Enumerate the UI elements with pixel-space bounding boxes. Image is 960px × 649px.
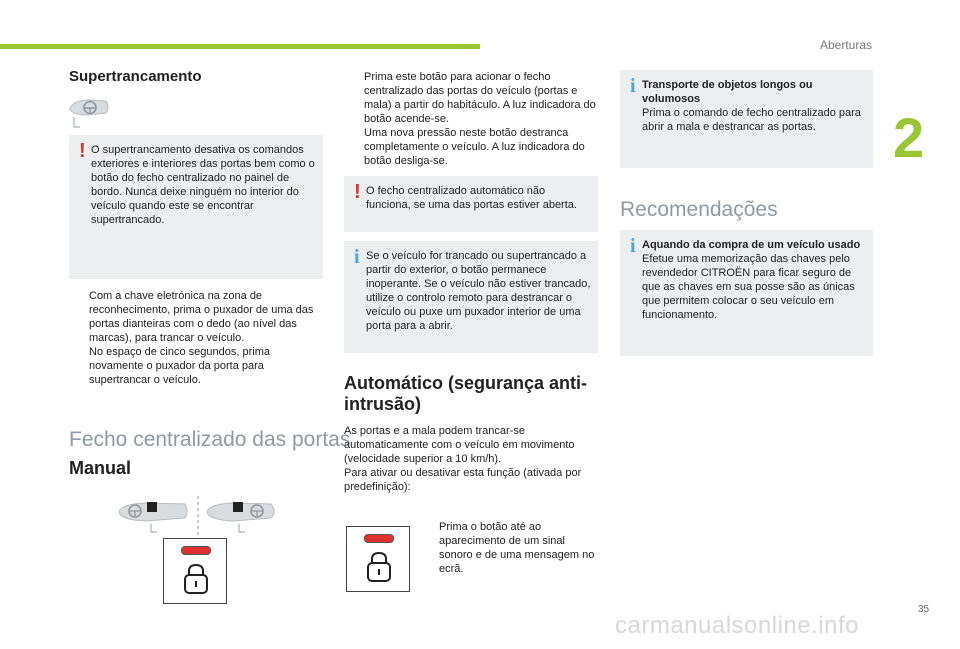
section-label: Aberturas — [819, 38, 872, 52]
info-icon: i — [354, 246, 360, 268]
info-box-transporte — [620, 70, 873, 168]
door-handles-illustration — [115, 494, 281, 536]
info-text: Efetue uma memorização das chaves pelo revendedor CITROËN para ficar seguro de que as chaves em sua posse são as únicas que permitem colocar o seu veículo em funcionamento. — [642, 253, 855, 321]
warning-icon: ! — [79, 140, 86, 162]
list-item: Com a chave eletrónica na zona de reconhecimento, prima o puxador de uma das portas dianteiras com o dedo (ao nível das marcas), para trancar o veículo. — [89, 290, 314, 344]
manual-steps — [344, 70, 598, 168]
paragraph: Para ativar ou desativar esta função (ativada por predefinição): — [344, 467, 582, 493]
heading-recomendacoes: Recomendações — [620, 198, 778, 221]
padlock-icon — [364, 551, 394, 583]
padlock-icon — [181, 563, 211, 595]
info-title: Aquando da compra de um veículo usado — [642, 239, 861, 251]
top-accent-bar — [0, 44, 480, 49]
heading-automatico: Automático (segurança anti-intrusão) — [344, 373, 588, 414]
paragraph: As portas e a mala podem trancar-se automaticamente com o veículo em movimento (velocidade superior a 10 km/h). — [344, 425, 575, 465]
heading-supertrancamento: Supertrancamento — [69, 68, 202, 85]
warning-text: O fecho centralizado automático não funciona, se uma das portas estiver aberta. — [366, 185, 577, 211]
warning-icon: ! — [354, 181, 361, 203]
watermark: carmanualsonline.info — [615, 612, 859, 639]
heading-fecho-centralizado: Fecho centralizado das portas — [69, 428, 351, 451]
central-lock-button-illustration — [163, 538, 227, 604]
info-title: Transporte de objetos longos ou volumosos — [642, 79, 813, 105]
indicator-light-icon — [181, 546, 211, 555]
warning-box-automatico — [344, 176, 598, 232]
info-box-compra — [620, 230, 873, 356]
info-text: Se o veículo for trancado ou supertrancado a partir do exterior, o botão permanece inoperante. Se o veículo não estiver trancado, utilize o controlo remoto para destrancar o veículo ou puxe um puxador interior de uma porta para a abrir. — [366, 250, 591, 332]
chapter-number: 2 — [893, 106, 925, 169]
info-text: Prima o comando de fecho centralizado para abrir a mala e destrancar as portas. — [642, 107, 861, 133]
info-icon: i — [630, 235, 636, 257]
supertrancamento-steps — [69, 289, 323, 387]
info-icon: i — [630, 75, 636, 97]
automatico-text — [344, 424, 600, 494]
heading-manual: Manual — [69, 458, 132, 478]
central-lock-button-illustration — [346, 526, 410, 592]
door-handle-icon — [66, 97, 112, 131]
warning-text: O supertrancamento desativa os comandos exteriores e interiores das portas bem como o botão do fecho centralizado no painel de bordo. Nunca deixe ninguém no interior do veículo quando este se encontrar supertrancado. — [91, 144, 315, 226]
list-item: Prima este botão para acionar o fecho centralizado das portas do veículo (portas e mala) a partir do habitáculo. A luz indicadora do botão acende-se. — [364, 71, 596, 125]
list-item: Uma nova pressão neste botão destranca completamente o veículo. A luz indicadora do botão desliga-se. — [364, 127, 585, 167]
page-number: 35 — [918, 604, 930, 615]
list-item: No espaço de cinco segundos, prima novamente o puxador da porta para supertrancar o veículo. — [89, 346, 270, 386]
warning-box-supertrancamento — [69, 135, 323, 279]
indicator-light-icon — [364, 534, 394, 543]
list-item: Prima o botão até ao aparecimento de um sinal sonoro e de uma mensagem no ecrã. — [439, 521, 595, 575]
info-box-trancado — [344, 241, 598, 353]
press-step — [419, 520, 599, 576]
